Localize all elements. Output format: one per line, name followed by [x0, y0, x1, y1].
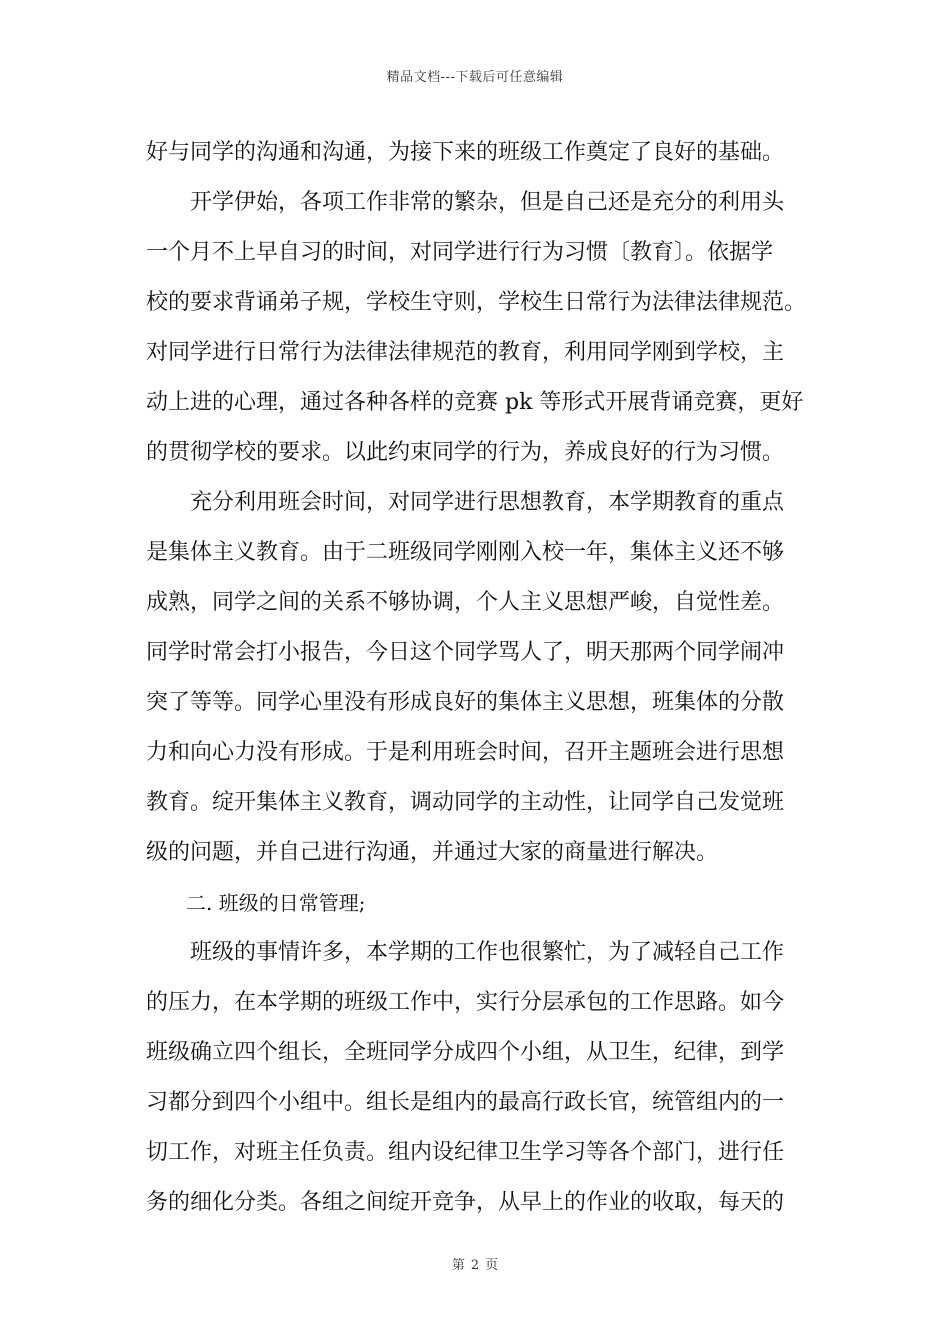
text-line: 同学时常会打小报告，今日这个同学骂人了，明天那两个同学闹冲: [146, 640, 785, 665]
page-suffix: 页: [485, 1258, 499, 1273]
text-line: 习都分到四个小组中。组长是组内的最高行政长官，统管组内的一: [146, 1090, 785, 1115]
text-line: 级的问题，并自己进行沟通，并通过大家的商量进行解决。: [146, 840, 719, 865]
text-line: 一个月不上早自习的时间，对同学进行行为习惯〔教育〕。依据学: [146, 240, 774, 265]
text-line: 教育。绽开集体主义教育，调动同学的主动性，让同学自己发觉班: [146, 790, 785, 815]
text-line: 是集体主义教育。由于二班级同学刚刚入校一年，集体主义还不够: [146, 540, 785, 565]
text-line: 务的细化分类。各组之间绽开竞争，从早上的作业的收取，每天的: [146, 1190, 785, 1215]
text-line: 的压力，在本学期的班级工作中，实行分层承包的工作思路。如今: [146, 990, 785, 1015]
text-line: 开学伊始，各项工作非常的繁杂，但是自己还是充分的利用头: [146, 190, 785, 215]
text-line: 校的要求背诵弟子规，学校生守则，学校生日常行为法律法律规范。: [146, 290, 807, 315]
text-line: 突了等等。同学心里没有形成良好的集体主义思想，班集体的分散: [146, 690, 785, 715]
text-line: 充分利用班会时间，对同学进行思想教育，本学期教育的重点: [146, 490, 785, 515]
text-line: 班级的事情许多，本学期的工作也很繁忙，为了减轻自己工作: [146, 940, 785, 965]
text-line: 对同学进行日常行为法律法律规范的教育，利用同学刚到学校，主: [146, 340, 785, 365]
text-line: 力和向心力没有形成。于是利用班会时间，召开主题班会进行思想: [146, 740, 785, 765]
page-prefix: 第: [451, 1258, 465, 1273]
page-footer: [0, 1254, 950, 1273]
text-line: 成熟，同学之间的关系不够协调，个人主义思想严峻，自觉性差。: [146, 590, 785, 615]
page-number: 2: [470, 1258, 480, 1273]
page-header: 精品文档---下载后可任意编辑: [386, 70, 564, 85]
text-line: 切工作，对班主任负责。组内设纪律卫生学习等各个部门，进行任: [146, 1140, 785, 1165]
section-heading: 二. 班级的日常管理;: [146, 891, 366, 915]
text-line: 动上进的心理，通过各种各样的竞赛 pk 等形式开展背诵竞赛，更好: [146, 390, 804, 415]
text-line: 好与同学的沟通和沟通，为接下来的班级工作奠定了良好的基础。: [146, 140, 785, 165]
text-line: 的贯彻学校的要求。以此约束同学的行为，养成良好的行为习惯。: [146, 440, 785, 465]
text-line: 班级确立四个组长，全班同学分成四个小组，从卫生，纪律，到学: [146, 1040, 785, 1065]
